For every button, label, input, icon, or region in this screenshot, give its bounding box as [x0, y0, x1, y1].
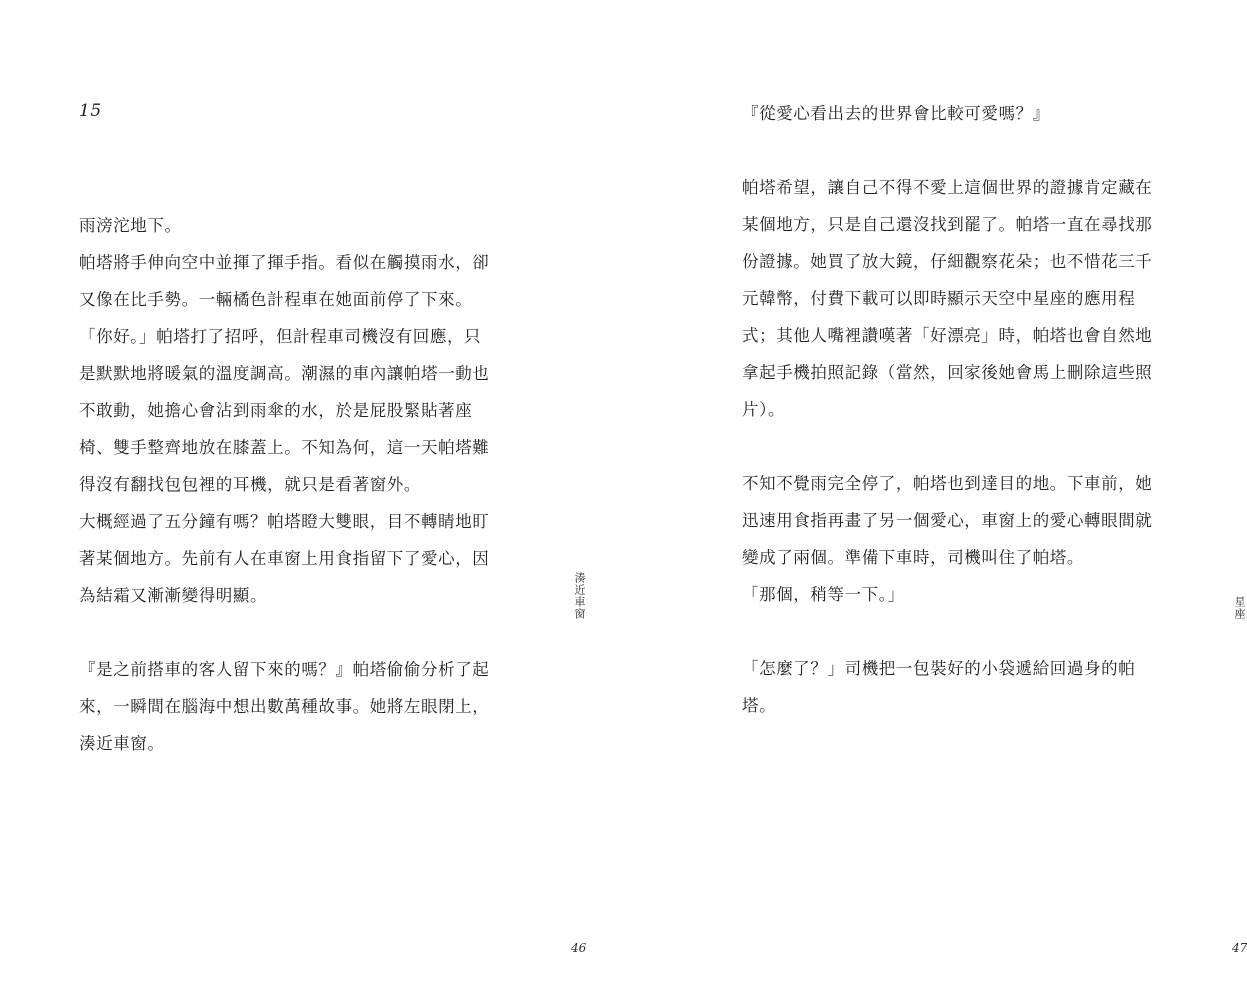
text-line: 『從愛心看出去的世界會比較可愛嗎？』 — [742, 104, 1050, 123]
paragraph-gap — [79, 614, 474, 651]
text-line: 椅、雙手整齊地放在膝蓋上。不知為何，這一天帕塔難 — [79, 438, 490, 457]
text-line: 拿起手機拍照記錄（當然，回家後她會馬上刪除這些照 — [742, 363, 1153, 382]
text-line: 份證據。她買了放大鏡，仔細觀察花朵；也不惜花三千 — [742, 252, 1153, 271]
right-page-number: 47 — [1232, 941, 1247, 955]
text-line: 雨滂沱地下。 — [79, 216, 182, 235]
text-line: 元韓幣，付費下載可以即時顯示天空中星座的應用程 — [742, 289, 1136, 308]
paragraph-gap — [742, 132, 1142, 169]
text-line: 來，一瞬間在腦海中想出數萬種故事。她將左眼閉上， — [79, 697, 490, 716]
left-page-number: 46 — [571, 941, 587, 955]
text-line: 「那個，稍等一下。」 — [742, 585, 905, 604]
text-line: 是默默地將暖氣的溫度調高。潮濕的車內讓帕塔一動也 — [79, 364, 490, 383]
text-line: 片）。 — [742, 400, 786, 419]
text-line: 塔。 — [742, 696, 777, 715]
right-body-text — [742, 95, 1153, 724]
right-page — [605, 0, 1247, 1000]
text-line: 「怎麼了？」司機把一包裝好的小袋遞給回過身的帕 — [742, 659, 1136, 678]
text-line: 迅速用食指再畫了另一個愛心，車窗上的愛心轉眼間就 — [742, 511, 1153, 530]
text-line: 「你好。」帕塔打了招呼，但計程車司機沒有回應，只 — [79, 327, 482, 346]
text-line: 帕塔將手伸向空中並揮了揮手指。看似在觸摸雨水，卻 — [79, 253, 490, 272]
paragraph-gap — [742, 428, 1142, 465]
text-line: 得沒有翻找包包裡的耳機，就只是看著窗外。 — [79, 475, 421, 494]
left-page — [0, 0, 605, 1000]
left-body-text — [79, 207, 490, 762]
text-line: 湊近車窗。 — [79, 734, 165, 753]
paragraph-gap — [742, 613, 1142, 650]
text-line: 不敢動，她擔心會沾到雨傘的水，於是屁股緊貼著座 — [79, 401, 473, 420]
text-line: 不知不覺雨完全停了，帕塔也到達目的地。下車前，她 — [742, 474, 1153, 493]
text-line: 某個地方，只是自己還沒找到罷了。帕塔一直在尋找那 — [742, 215, 1153, 234]
text-line: 又像在比手勢。一輛橘色計程車在她面前停了下來。 — [79, 290, 473, 309]
text-line: 『是之前搭車的客人留下來的嗎？』帕塔偷偷分析了起 — [79, 660, 490, 679]
text-line: 大概經過了五分鐘有嗎？帕塔瞪大雙眼，目不轉睛地盯 — [79, 512, 490, 531]
text-line: 為結霜又漸漸變得明顯。 — [79, 586, 268, 605]
left-running-head: 湊近車窗 — [573, 572, 586, 620]
text-line: 變成了兩個。準備下車時，司機叫住了帕塔。 — [742, 548, 1084, 567]
chapter-number: 15 — [79, 101, 102, 121]
right-running-head: 星座 — [1233, 596, 1246, 620]
text-line: 帕塔希望，讓自己不得不愛上這個世界的證據肯定藏在 — [742, 178, 1153, 197]
text-line: 式；其他人嘴裡讚嘆著「好漂亮」時，帕塔也會自然地 — [742, 326, 1153, 345]
text-line: 著某個地方。先前有人在車窗上用食指留下了愛心，因 — [79, 549, 490, 568]
